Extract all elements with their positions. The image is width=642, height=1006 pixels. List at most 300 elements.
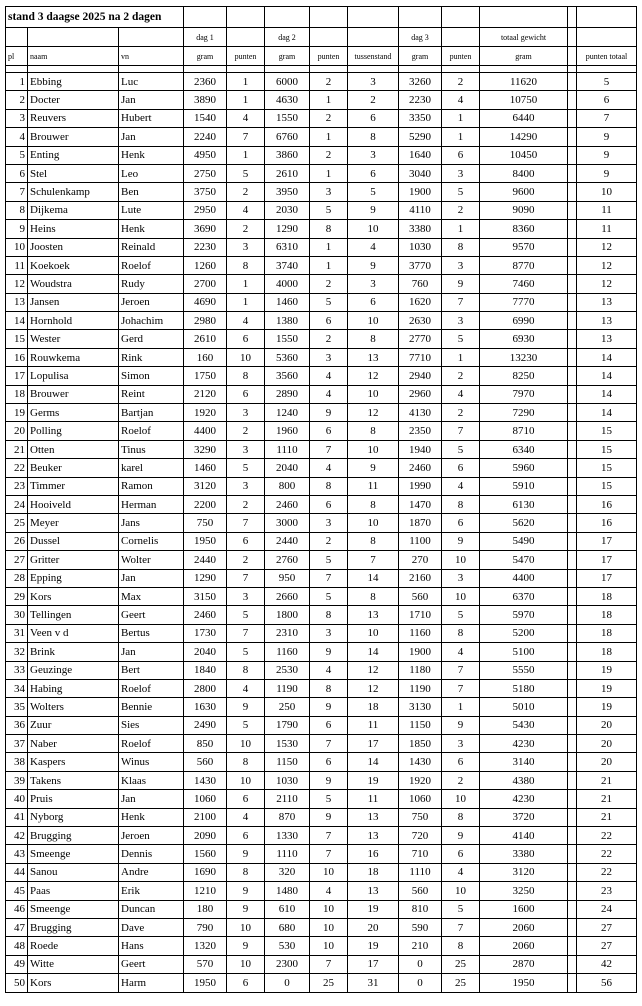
cell-punten-dag3: 3	[442, 735, 480, 753]
cell-gram-dag3: 760	[399, 275, 442, 293]
cell-punten-dag3: 5	[442, 440, 480, 458]
cell-punten-dag3: 4	[442, 643, 480, 661]
cell-naam: Brink	[28, 643, 119, 661]
cell-gram-dag2: 1110	[265, 440, 310, 458]
cell-gram-totaal: 4400	[480, 569, 568, 587]
cell-punten-dag2: 8	[310, 606, 348, 624]
cell-naam: Pruis	[28, 790, 119, 808]
cell-punten-dag2: 7	[310, 845, 348, 863]
cell-gram-dag3: 1900	[399, 643, 442, 661]
cell-gram-totaal: 3720	[480, 808, 568, 826]
cell-gram-totaal: 4230	[480, 735, 568, 753]
cell-gram-totaal: 10750	[480, 91, 568, 109]
cell-punten-dag1: 2	[227, 422, 265, 440]
cell-vn: Bartjan	[119, 404, 184, 422]
gap-cell	[568, 624, 577, 642]
cell-tussenstand: 11	[348, 790, 399, 808]
cell-tussenstand: 14	[348, 753, 399, 771]
cell-naam: Epping	[28, 569, 119, 587]
cell-gram-dag1: 1840	[184, 661, 227, 679]
cell-gram-dag1: 2980	[184, 312, 227, 330]
cell-punten-dag1: 10	[227, 348, 265, 366]
cell-naam: Kors	[28, 587, 119, 605]
cell-vn: Roelof	[119, 256, 184, 274]
gap-cell	[568, 845, 577, 863]
cell-gram-dag2: 1150	[265, 753, 310, 771]
cell-punten-dag1: 1	[227, 275, 265, 293]
cell-vn: Klaas	[119, 771, 184, 789]
cell-gram-totaal: 4230	[480, 790, 568, 808]
cell-vn: Leo	[119, 164, 184, 182]
cell-naam: Dussel	[28, 532, 119, 550]
table-row	[6, 514, 637, 532]
gap-cell	[568, 955, 577, 973]
cell-gram-dag3: 2160	[399, 569, 442, 587]
gap-cell	[568, 900, 577, 918]
cell-gram-dag1: 1460	[184, 459, 227, 477]
standings-table	[5, 6, 637, 993]
cell-punten-totaal: 16	[577, 495, 637, 513]
cell-punten-dag2: 10	[310, 863, 348, 881]
cell-punten-dag2: 9	[310, 404, 348, 422]
cell-vn: Herman	[119, 495, 184, 513]
cell-pl: 44	[6, 863, 28, 881]
cell-punten-dag3: 9	[442, 532, 480, 550]
cell-gram-dag1: 1730	[184, 624, 227, 642]
cell-tussenstand: 13	[348, 827, 399, 845]
cell-punten-dag2: 2	[310, 275, 348, 293]
cell-tussenstand: 16	[348, 845, 399, 863]
cell-punten-dag3: 5	[442, 183, 480, 201]
cell-gram-dag2: 800	[265, 477, 310, 495]
cell-gram-dag3: 720	[399, 827, 442, 845]
gap-cell	[568, 73, 577, 91]
cell-punten-dag2: 4	[310, 459, 348, 477]
cell-punten-dag2: 7	[310, 569, 348, 587]
cell-gram-totaal: 3140	[480, 753, 568, 771]
cell-gram-dag1: 750	[184, 514, 227, 532]
table-row	[6, 73, 637, 91]
cell-punten-totaal: 17	[577, 569, 637, 587]
cell-gram-dag2: 1240	[265, 404, 310, 422]
cell-vn: Geert	[119, 955, 184, 973]
cell-gram-dag1: 1430	[184, 771, 227, 789]
cell-naam: Roede	[28, 937, 119, 955]
cell-pl: 21	[6, 440, 28, 458]
table-row	[6, 918, 637, 936]
cell-punten-totaal: 19	[577, 679, 637, 697]
cell-gram-dag1: 2240	[184, 128, 227, 146]
cell-pl: 6	[6, 164, 28, 182]
cell-gram-dag3: 1710	[399, 606, 442, 624]
gap-cell	[568, 661, 577, 679]
cell-naam: Sanou	[28, 863, 119, 881]
cell-punten-dag1: 5	[227, 164, 265, 182]
cell-punten-totaal: 22	[577, 863, 637, 881]
cell-punten-dag2: 3	[310, 183, 348, 201]
cell-punten-dag3: 7	[442, 679, 480, 697]
gap-cell	[568, 367, 577, 385]
cell-gram-dag2: 1290	[265, 220, 310, 238]
gap-cell	[568, 606, 577, 624]
cell-punten-dag2: 4	[310, 661, 348, 679]
cell-vn: Tinus	[119, 440, 184, 458]
cell-tussenstand: 19	[348, 771, 399, 789]
cell-gram-dag3: 1990	[399, 477, 442, 495]
cell-vn: Reinald	[119, 238, 184, 256]
cell-tussenstand: 2	[348, 91, 399, 109]
cell-gram-dag2: 4630	[265, 91, 310, 109]
cell-vn: Ramon	[119, 477, 184, 495]
cell-naam: Tellingen	[28, 606, 119, 624]
cell-naam: Paas	[28, 882, 119, 900]
cell-punten-totaal: 14	[577, 367, 637, 385]
cell-gram-dag3: 1920	[399, 771, 442, 789]
gap-cell	[568, 735, 577, 753]
cell-punten-dag1: 9	[227, 698, 265, 716]
cell-gram-dag1: 1290	[184, 569, 227, 587]
cell-punten-dag1: 9	[227, 882, 265, 900]
cell-gram-dag3: 2230	[399, 91, 442, 109]
gap-cell	[568, 716, 577, 734]
cell-punten-dag3: 5	[442, 900, 480, 918]
cell-punten-totaal: 12	[577, 238, 637, 256]
cell-punten-totaal: 21	[577, 771, 637, 789]
header-punten-dag3: punten	[442, 47, 480, 66]
table-row	[6, 587, 637, 605]
cell-pl: 30	[6, 606, 28, 624]
cell-punten-dag2: 7	[310, 735, 348, 753]
cell-gram-totaal: 8400	[480, 164, 568, 182]
cell-tussenstand: 11	[348, 477, 399, 495]
cell-punten-dag1: 3	[227, 477, 265, 495]
cell-punten-dag2: 2	[310, 532, 348, 550]
cell-naam: Geuzinge	[28, 661, 119, 679]
gap-cell	[568, 643, 577, 661]
cell-vn: Erik	[119, 882, 184, 900]
gap-cell	[568, 937, 577, 955]
cell-gram-totaal: 9570	[480, 238, 568, 256]
cell-punten-dag1: 10	[227, 771, 265, 789]
header-pl: pl	[6, 47, 28, 66]
cell-punten-dag3: 4	[442, 477, 480, 495]
cell-pl: 22	[6, 459, 28, 477]
cell-tussenstand: 10	[348, 385, 399, 403]
cell-gram-dag1: 4690	[184, 293, 227, 311]
cell-gram-dag1: 3750	[184, 183, 227, 201]
cell-pl: 19	[6, 404, 28, 422]
gap-cell	[568, 312, 577, 330]
cell-punten-totaal: 5	[577, 73, 637, 91]
gap-cell	[568, 459, 577, 477]
cell-punten-totaal: 13	[577, 312, 637, 330]
cell-gram-dag3: 1160	[399, 624, 442, 642]
cell-tussenstand: 8	[348, 495, 399, 513]
table-row	[6, 974, 637, 992]
cell-tussenstand: 3	[348, 146, 399, 164]
cell-vn: Johachim	[119, 312, 184, 330]
table-row	[6, 146, 637, 164]
cell-punten-dag2: 9	[310, 643, 348, 661]
cell-tussenstand: 8	[348, 587, 399, 605]
cell-punten-dag2: 3	[310, 348, 348, 366]
cell-punten-dag3: 8	[442, 624, 480, 642]
cell-gram-dag3: 1430	[399, 753, 442, 771]
table-row	[6, 569, 637, 587]
gap-cell	[568, 863, 577, 881]
cell-gram-dag2: 2760	[265, 551, 310, 569]
cell-vn: Ben	[119, 183, 184, 201]
cell-punten-dag3: 4	[442, 385, 480, 403]
cell-punten-dag1: 4	[227, 109, 265, 127]
cell-punten-dag3: 2	[442, 771, 480, 789]
cell-gram-dag3: 3350	[399, 109, 442, 127]
page-title: stand 3 daagse 2025 na 2 dagen	[6, 7, 184, 28]
cell-gram-totaal: 1600	[480, 900, 568, 918]
header-gram-totaal: gram	[480, 47, 568, 66]
cell-gram-dag2: 1550	[265, 109, 310, 127]
cell-pl: 37	[6, 735, 28, 753]
header-gram-dag2: gram	[265, 47, 310, 66]
table-row	[6, 735, 637, 753]
cell-punten-dag1: 5	[227, 606, 265, 624]
table-row	[6, 348, 637, 366]
gap-cell	[568, 146, 577, 164]
cell-punten-dag1: 2	[227, 220, 265, 238]
cell-punten-dag2: 2	[310, 330, 348, 348]
cell-punten-totaal: 11	[577, 201, 637, 219]
cell-tussenstand: 7	[348, 551, 399, 569]
cell-punten-dag1: 7	[227, 128, 265, 146]
cell-tussenstand: 19	[348, 937, 399, 955]
cell-vn: Gerd	[119, 330, 184, 348]
cell-naam: Smeenge	[28, 900, 119, 918]
cell-gram-totaal: 5970	[480, 606, 568, 624]
cell-gram-totaal: 5620	[480, 514, 568, 532]
cell-pl: 50	[6, 974, 28, 992]
cell-punten-dag3: 6	[442, 845, 480, 863]
cell-gram-totaal: 10450	[480, 146, 568, 164]
cell-gram-dag1: 2490	[184, 716, 227, 734]
cell-gram-dag3: 710	[399, 845, 442, 863]
cell-punten-dag3: 25	[442, 955, 480, 973]
cell-gram-totaal: 2870	[480, 955, 568, 973]
cell-gram-dag1: 1560	[184, 845, 227, 863]
cell-gram-dag3: 1870	[399, 514, 442, 532]
cell-punten-totaal: 20	[577, 716, 637, 734]
cell-pl: 40	[6, 790, 28, 808]
cell-gram-dag3: 1940	[399, 440, 442, 458]
cell-punten-totaal: 27	[577, 937, 637, 955]
cell-punten-dag3: 8	[442, 495, 480, 513]
cell-tussenstand: 5	[348, 183, 399, 201]
cell-naam: Polling	[28, 422, 119, 440]
table-row	[6, 643, 637, 661]
table-row	[6, 937, 637, 955]
cell-gram-dag1: 1260	[184, 256, 227, 274]
cell-punten-totaal: 15	[577, 422, 637, 440]
cell-punten-totaal: 15	[577, 440, 637, 458]
cell-gram-dag1: 2100	[184, 808, 227, 826]
cell-punten-dag3: 1	[442, 698, 480, 716]
gap-cell	[568, 514, 577, 532]
cell-vn: Henk	[119, 808, 184, 826]
cell-tussenstand: 9	[348, 256, 399, 274]
cell-tussenstand: 10	[348, 440, 399, 458]
cell-punten-dag2: 1	[310, 91, 348, 109]
cell-punten-totaal: 14	[577, 385, 637, 403]
cell-pl: 28	[6, 569, 28, 587]
cell-punten-dag2: 6	[310, 753, 348, 771]
gap-cell	[568, 293, 577, 311]
cell-pl: 42	[6, 827, 28, 845]
cell-gram-dag3: 1180	[399, 661, 442, 679]
cell-gram-dag2: 2660	[265, 587, 310, 605]
table-row	[6, 827, 637, 845]
cell-pl: 7	[6, 183, 28, 201]
cell-pl: 4	[6, 128, 28, 146]
gap-cell	[568, 679, 577, 697]
cell-punten-dag3: 1	[442, 128, 480, 146]
cell-gram-totaal: 3250	[480, 882, 568, 900]
cell-punten-dag1: 8	[227, 367, 265, 385]
cell-gram-dag2: 1330	[265, 827, 310, 845]
cell-tussenstand: 13	[348, 808, 399, 826]
cell-gram-totaal: 7460	[480, 275, 568, 293]
cell-punten-totaal: 18	[577, 606, 637, 624]
cell-punten-dag1: 2	[227, 183, 265, 201]
cell-gram-totaal: 5100	[480, 643, 568, 661]
cell-gram-totaal: 3120	[480, 863, 568, 881]
cell-gram-dag2: 3560	[265, 367, 310, 385]
table-row	[6, 459, 637, 477]
cell-punten-dag1: 5	[227, 643, 265, 661]
table-row	[6, 293, 637, 311]
gap-cell	[568, 882, 577, 900]
cell-gram-dag2: 1550	[265, 330, 310, 348]
table-row	[6, 477, 637, 495]
cell-punten-dag3: 2	[442, 201, 480, 219]
cell-tussenstand: 11	[348, 716, 399, 734]
cell-punten-totaal: 24	[577, 900, 637, 918]
table-row	[6, 385, 637, 403]
table-row	[6, 551, 637, 569]
cell-pl: 11	[6, 256, 28, 274]
standings-sheet	[5, 6, 636, 993]
cell-naam: Reuvers	[28, 109, 119, 127]
cell-punten-dag3: 1	[442, 109, 480, 127]
cell-punten-totaal: 15	[577, 459, 637, 477]
header-naam: naam	[28, 47, 119, 66]
cell-gram-dag3: 1620	[399, 293, 442, 311]
cell-gram-dag1: 1950	[184, 532, 227, 550]
table-row	[6, 109, 637, 127]
table-row	[6, 716, 637, 734]
cell-gram-dag2: 2530	[265, 661, 310, 679]
cell-gram-totaal: 5430	[480, 716, 568, 734]
cell-gram-dag3: 2350	[399, 422, 442, 440]
cell-pl: 32	[6, 643, 28, 661]
cell-gram-dag2: 870	[265, 808, 310, 826]
cell-gram-dag2: 2890	[265, 385, 310, 403]
cell-gram-dag1: 2120	[184, 385, 227, 403]
cell-gram-totaal: 6440	[480, 109, 568, 127]
title-row	[6, 7, 637, 28]
cell-punten-dag3: 10	[442, 790, 480, 808]
cell-naam: Witte	[28, 955, 119, 973]
cell-gram-totaal: 2060	[480, 937, 568, 955]
cell-punten-dag3: 2	[442, 73, 480, 91]
cell-tussenstand: 31	[348, 974, 399, 992]
cell-punten-dag3: 7	[442, 422, 480, 440]
cell-punten-dag2: 6	[310, 422, 348, 440]
cell-vn: Jeroen	[119, 293, 184, 311]
cell-vn: Roelof	[119, 735, 184, 753]
table-row	[6, 790, 637, 808]
cell-punten-dag1: 9	[227, 900, 265, 918]
cell-punten-dag3: 1	[442, 220, 480, 238]
cell-punten-dag2: 7	[310, 827, 348, 845]
cell-vn: Jan	[119, 128, 184, 146]
cell-punten-dag1: 3	[227, 238, 265, 256]
cell-punten-dag3: 6	[442, 753, 480, 771]
cell-gram-dag2: 2040	[265, 459, 310, 477]
cell-vn: Hubert	[119, 109, 184, 127]
cell-gram-dag1: 790	[184, 918, 227, 936]
cell-gram-dag2: 530	[265, 937, 310, 955]
cell-punten-dag3: 7	[442, 918, 480, 936]
cell-vn: Sies	[119, 716, 184, 734]
cell-pl: 1	[6, 73, 28, 91]
cell-punten-totaal: 18	[577, 587, 637, 605]
cell-punten-dag3: 5	[442, 606, 480, 624]
cell-gram-dag1: 1210	[184, 882, 227, 900]
cell-punten-dag3: 2	[442, 404, 480, 422]
cell-vn: Lute	[119, 201, 184, 219]
cell-punten-dag2: 5	[310, 551, 348, 569]
cell-pl: 13	[6, 293, 28, 311]
cell-gram-dag1: 570	[184, 955, 227, 973]
cell-gram-totaal: 5180	[480, 679, 568, 697]
cell-punten-dag3: 6	[442, 514, 480, 532]
cell-punten-dag1: 8	[227, 256, 265, 274]
cell-pl: 24	[6, 495, 28, 513]
cell-punten-dag3: 3	[442, 164, 480, 182]
cell-naam: Wolters	[28, 698, 119, 716]
cell-punten-totaal: 9	[577, 146, 637, 164]
gap-cell	[568, 974, 577, 992]
table-row	[6, 863, 637, 881]
cell-punten-dag2: 7	[310, 440, 348, 458]
gap-cell	[568, 918, 577, 936]
cell-punten-dag3: 9	[442, 716, 480, 734]
table-row	[6, 808, 637, 826]
cell-punten-totaal: 12	[577, 275, 637, 293]
gap-cell	[568, 808, 577, 826]
cell-naam: Veen v d	[28, 624, 119, 642]
cell-tussenstand: 14	[348, 569, 399, 587]
cell-naam: Koekoek	[28, 256, 119, 274]
cell-tussenstand: 12	[348, 367, 399, 385]
cell-vn: Jans	[119, 514, 184, 532]
gap-cell	[568, 698, 577, 716]
cell-punten-totaal: 12	[577, 256, 637, 274]
cell-punten-dag1: 2	[227, 495, 265, 513]
table-row	[6, 238, 637, 256]
gap-cell	[568, 128, 577, 146]
cell-tussenstand: 8	[348, 330, 399, 348]
table-row	[6, 771, 637, 789]
